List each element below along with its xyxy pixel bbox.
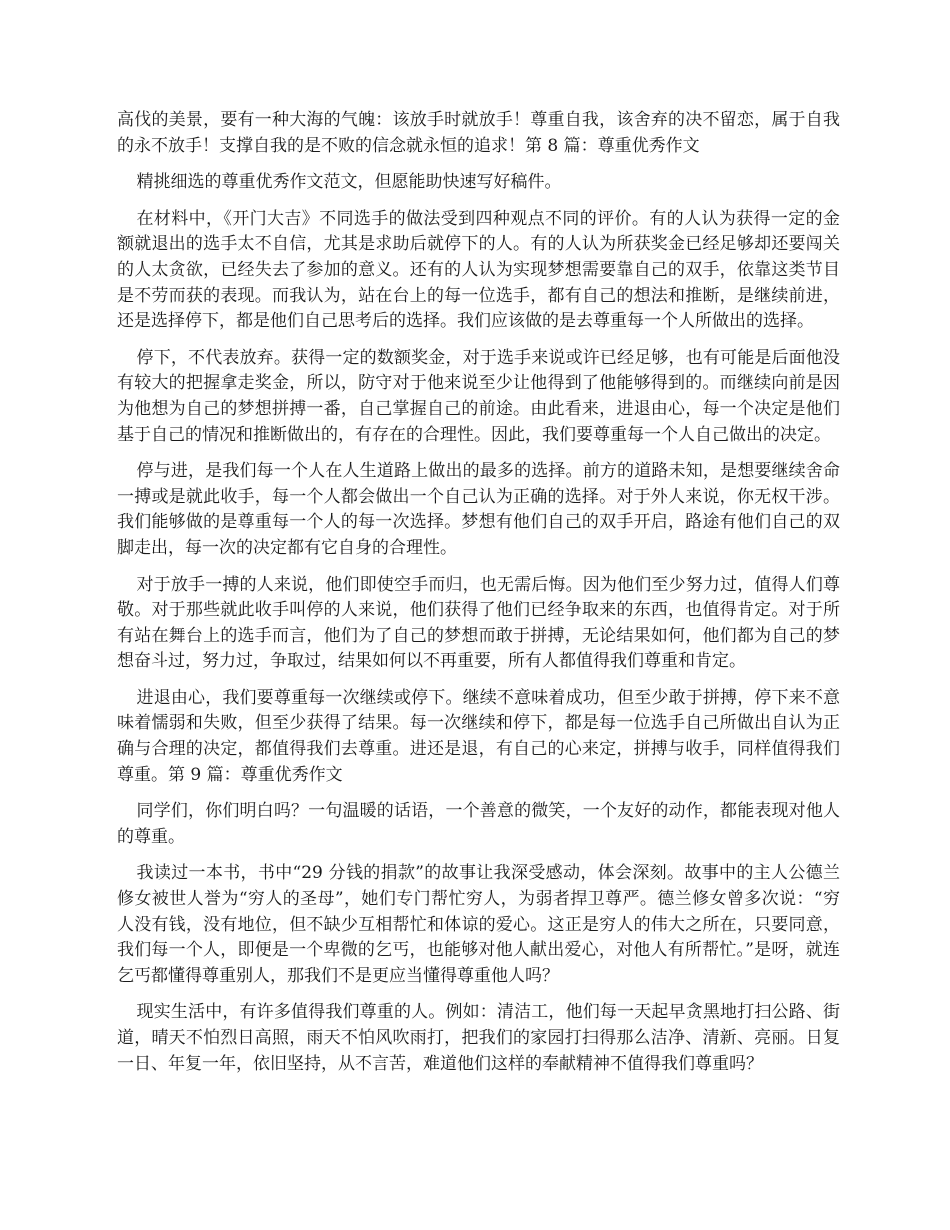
paragraph-4: 停下，不代表放弃。获得一定的数额奖金，对于选手来说或许已经足够，也有可能是后面他没有较大的把握拿走奖金，所以，防守对于他来说至少让他得到了他能够得到的。而继续向前是因为他想为自己的梦想拼搏一番，自己掌握自己的前途。由此看来，进退由心，每一个决定是他们基于自己的情况和推断做出的，有存在的合理性。因此，我们要尊重每一个人自己做出的决定。 xyxy=(117,347,840,445)
paragraph-2: 精挑细选的尊重优秀作文范文，但愿能助快速写好稿件。 xyxy=(136,172,562,193)
paragraph-3: 在材料中，《开门大吉》不同选手的做法受到四种观点不同的评价。有的人认为获得一定的金额就退出的选手太不自信，尤其是求助后就停下的人。有的人认为所获奖金已经足够却还要闯关的人太贪欲，已经失去了参加的意义。还有的人认为实现梦想需要靠自己的双手，依靠这类节目是不劳而获的表现。而我认为，站在台上的每一位选手，都有自己的想法和推断，是继续前进，还是选择停下，都是他们自己思考后的选择。我们应该做的是去尊重每一个人所做出的选择。 xyxy=(117,208,840,332)
document-body xyxy=(117,108,840,1088)
paragraph-6: 对于放手一搏的人来说，他们即使空手而归，也无需后悔。因为他们至少努力过，值得人们尊敬。对于那些就此收手叫停的人来说，他们获得了他们已经争取来的东西，也值得肯定。对于所有站在舞台上的选手而言，他们为了自己的梦想而敢于拼搏，无论结果如何，他们都为自己的梦想奋斗过，努力过，争取过，结果如何以不再重要，所有人都值得我们尊重和肯定。 xyxy=(117,574,840,672)
paragraph-9: 我读过一本书，书中“29 分钱的捐款”的故事让我深受感动，体会深刻。故事中的主人公德兰修女被世人誉为“穷人的圣母”，她们专门帮忙穷人，为弱者捍卫尊严。德兰修女曾多次说：“穷人没有钱，没有地位，但不缺少互相帮忙和体谅的爱心。这正是穷人的伟大之所在，只要同意，我们每一个人，即便是一个卑微的乞丐，也能够对他人献出爱心，对他人有所帮忙。”是呀，就连乞丐都懂得尊重别人，那我们不是更应当懂得尊重他人吗？ xyxy=(117,863,840,986)
paragraph-1: 高伐的美景，要有一种大海的气魄：该放手时就放手！尊重自我，该舍弃的决不留恋，属于自我的永不放手！支撑自我的是不败的信念就永恒的追求！第 8 篇：尊重优秀作文 xyxy=(117,110,840,156)
paragraph-7: 进退由心，我们要尊重每一次继续或停下。继续不意味着成功，但至少敢于拼搏，停下来不意味着懦弱和失败，但至少获得了结果。每一次继续和停下，都是每一位选手自己所做出自认为正确与合理的决定，都值得我们去尊重。进还是退，有自己的心来定，拼搏与收手，同样值得我们尊重。第 9 篇：尊重优秀作文 xyxy=(117,687,840,785)
paragraph-10: 现实生活中，有许多值得我们尊重的人。例如：清洁工，他们每一天起早贪黑地打扫公路、街道，晴天不怕烈日高照，雨天不怕风吹雨打，把我们的家园打扫得那么洁净、清新、亮丽。日复一日、年复一年，依旧坚持，从不言苦，难道他们这样的奉献精神不值得我们尊重吗？ xyxy=(117,1002,840,1074)
paragraph-8: 同学们，你们明白吗？一句温暖的话语，一个善意的微笑，一个友好的动作，都能表现对他人的尊重。 xyxy=(117,801,840,847)
paragraph-5: 停与进，是我们每一个人在人生道路上做出的最多的选择。前方的道路未知，是想要继续舍命一搏或是就此收手，每一个人都会做出一个自己认为正确的选择。对于外人来说，你无权干涉。我们能够做的是尊重每一个人的每一次选择。梦想有他们自己的双手开启，路途有他们自己的双脚走出，每一次的决定都有它自身的合理性。 xyxy=(117,461,840,558)
